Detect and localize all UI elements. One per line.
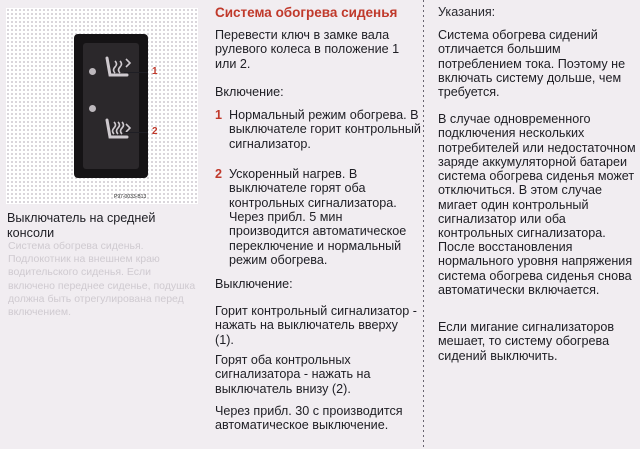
- callout-label-2: 2: [152, 126, 158, 137]
- note-paragraph-3: После восстановления нормального уровня напряжения система обогрева сиденья снова автоматически включается.: [438, 240, 633, 297]
- switch-off-step-2: Горят оба контрольных сигнализатора - нажать на выключатель внизу (2).: [215, 353, 371, 396]
- note-paragraph-1: Система обогрева сидений отличается большим потреблением тока. Поэтому не включать систему дольше, чем требуется.: [438, 28, 626, 100]
- mode-number-1: 1: [215, 108, 223, 122]
- mode-text-1: Нормальный режим обогрева. В выключателе горит контрольный сигнализатор.: [229, 108, 421, 151]
- bleed-through-text: Система обогрева сиденья. Подлокотник на внешнем краю водительского сиденья. Если включено переднее сиденье, подушка должна быть отрегулирована перед включением.: [8, 240, 196, 319]
- mode-number-2: 2: [215, 167, 223, 181]
- switch-rocker: [83, 43, 139, 169]
- intro-paragraph: Перевести ключ в замке вала рулевого колеса в положение 1 или 2.: [215, 28, 400, 71]
- indicator-led-1: [89, 68, 96, 75]
- callout-line-2: [124, 132, 148, 133]
- left-column: [0, 0, 206, 449]
- notes-heading: Указания:: [438, 5, 496, 19]
- switch-off-step-1: Горит контрольный сигнализатор - нажать на выключатель вверху (1).: [215, 304, 417, 347]
- figure-code: P97-0033-B13: [114, 194, 147, 200]
- middle-column: [214, 0, 420, 449]
- switch-illustration: [6, 8, 198, 204]
- switch-on-label: Включение:: [215, 85, 284, 99]
- right-column: [428, 0, 640, 449]
- indicator-led-2: [89, 105, 96, 112]
- column-divider: [423, 0, 424, 449]
- note-paragraph-4: Если мигание сигнализаторов мешает, то систему обогрева сидений выключить.: [438, 320, 615, 363]
- seat-heater-icon: [101, 53, 135, 87]
- switch-off-step-3: Через прибл. 30 с производится автоматическое выключение.: [215, 404, 403, 433]
- callout-line-1: [124, 72, 148, 73]
- mode-text-2: Ускоренный нагрев. В выключателе горят оба контрольных сигнализатора.: [229, 167, 397, 210]
- note-paragraph-2: В случае одновременного подключения нескольких потребителей или недостаточном заряде аккумуляторной батареи система обогрева сиденья может отключиться. В этом случае мигает один контрольный сигнализатор или оба контрольных сигнализатора.: [438, 112, 636, 241]
- switch-off-label: Выключение:: [215, 277, 293, 291]
- section-heading: Система обогрева сиденья: [215, 5, 398, 20]
- heater-switch: [74, 34, 148, 178]
- figure-caption: Выключатель на средней консоли: [7, 211, 156, 240]
- mode-2-note: Через прибл. 5 мин производится автоматическое переключение и нормальный режим обогрева.: [229, 210, 407, 267]
- callout-label-1: 1: [152, 66, 158, 77]
